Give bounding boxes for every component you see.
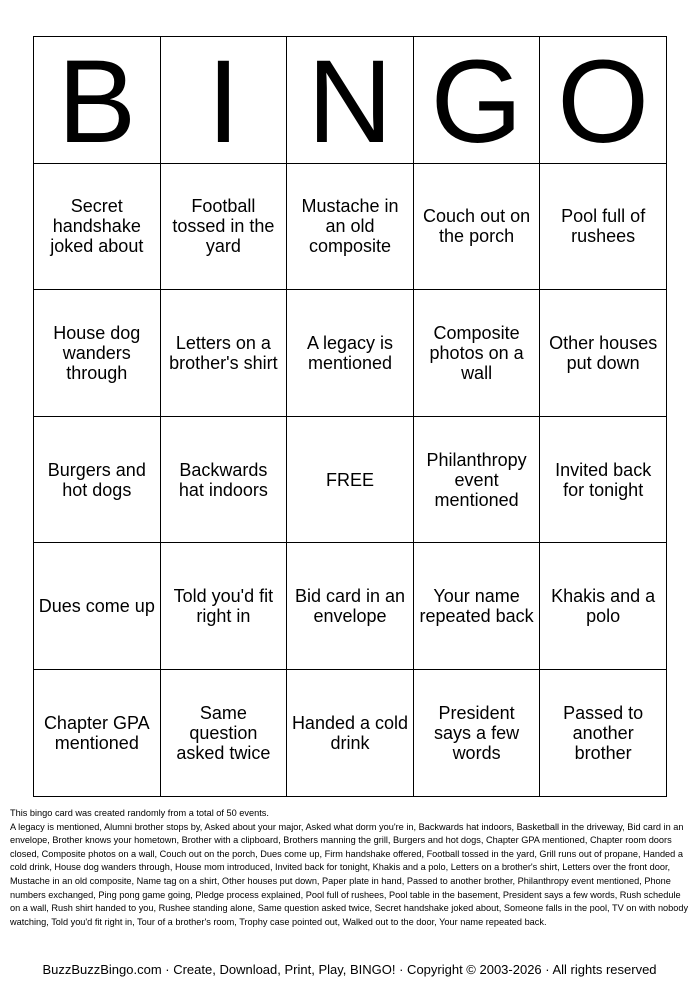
bingo-cell: Your name repeated back xyxy=(413,543,540,670)
header-letter-n: N xyxy=(287,37,414,164)
bingo-cell: Handed a cold drink xyxy=(287,669,414,796)
bingo-card xyxy=(33,36,667,797)
bingo-cell: Other houses put down xyxy=(540,290,667,417)
header-letter-g: G xyxy=(413,37,540,164)
bingo-cell: Couch out on the porch xyxy=(413,163,540,290)
bingo-cell: Philanthropy event mentioned xyxy=(413,416,540,543)
bingo-cell: Invited back for tonight xyxy=(540,416,667,543)
bingo-cell: A legacy is mentioned xyxy=(287,290,414,417)
bingo-cell: Same question asked twice xyxy=(160,669,287,796)
grid-row-4 xyxy=(34,543,667,670)
grid-row-3 xyxy=(34,416,667,543)
bingo-cell: Burgers and hot dogs xyxy=(34,416,161,543)
grid-row-5 xyxy=(34,669,667,796)
bingo-cell: Letters on a brother's shirt xyxy=(160,290,287,417)
header-row xyxy=(34,37,667,164)
bingo-cell: Dues come up xyxy=(34,543,161,670)
bingo-cell: Composite photos on a wall xyxy=(413,290,540,417)
bingo-cell: Secret handshake joked about xyxy=(34,163,161,290)
header-letter-o: O xyxy=(540,37,667,164)
header-letter-b: B xyxy=(34,37,161,164)
bingo-cell: Football tossed in the yard xyxy=(160,163,287,290)
grid-row-1 xyxy=(34,163,667,290)
free-space-cell: FREE xyxy=(287,416,414,543)
bingo-cell: Chapter GPA mentioned xyxy=(34,669,161,796)
bingo-cell: House dog wanders through xyxy=(34,290,161,417)
events-description xyxy=(10,807,690,929)
bingo-cell: Backwards hat indoors xyxy=(160,416,287,543)
bingo-cell: Bid card in an envelope xyxy=(287,543,414,670)
bingo-cell: Passed to another brother xyxy=(540,669,667,796)
bingo-cell: Mustache in an old composite xyxy=(287,163,414,290)
bingo-cell: Khakis and a polo xyxy=(540,543,667,670)
bingo-cell: President says a few words xyxy=(413,669,540,796)
grid-row-2 xyxy=(34,290,667,417)
bingo-cell: Told you'd fit right in xyxy=(160,543,287,670)
events-list: A legacy is mentioned, Alumni brother stops by, Asked about your major, Asked what dorm you're in, Backwards hat indoors, Basketball in the driveway, Bid card in an envelope, Brother knows your hometown, Brother with a clipboard, Brothers manning the grill, Burgers and hot dogs, Chapter GPA mentioned, Chapter room doors closed, Composite photos on a wall, Couch out on the porch, Dues come up, Firm handshake offered, Football tossed in the yard, Grill runs out of propane, Handed a cold drink, House dog wanders through, House mom introduced, Invited back for tonight, Khakis and a polo, Letters on a brother's shirt, Letters over the front door, Mustache in an old composite, Name tag on a shirt, Other houses put down, Paper plate in hand, Passed to another brother, Philanthropy event mentioned, Phone numbers exchanged, Ping pong game going, Pledge process explained, Pool full of rushees, Pool table in the basement, President says a few words, Rush schedule on a wall, Rush shirt handed to you, Rushee standing alone, Same question asked twice, Secret handshake joked about, Someone falls in the pool, TV on with nobody watching, Told you'd fit right in, Tour of a brother's room, Trophy case pointed out, Walked out to the door, Your name repeated back. xyxy=(10,821,689,927)
site-footer: BuzzBuzzBingo.com · Create, Download, Print, Play, BINGO! · Copyright © 2003-2026 · All rights reserved xyxy=(42,962,657,977)
events-intro: This bingo card was created randomly from a total of 50 events. xyxy=(10,808,269,818)
header-letter-i: I xyxy=(160,37,287,164)
bingo-cell: Pool full of rushees xyxy=(540,163,667,290)
